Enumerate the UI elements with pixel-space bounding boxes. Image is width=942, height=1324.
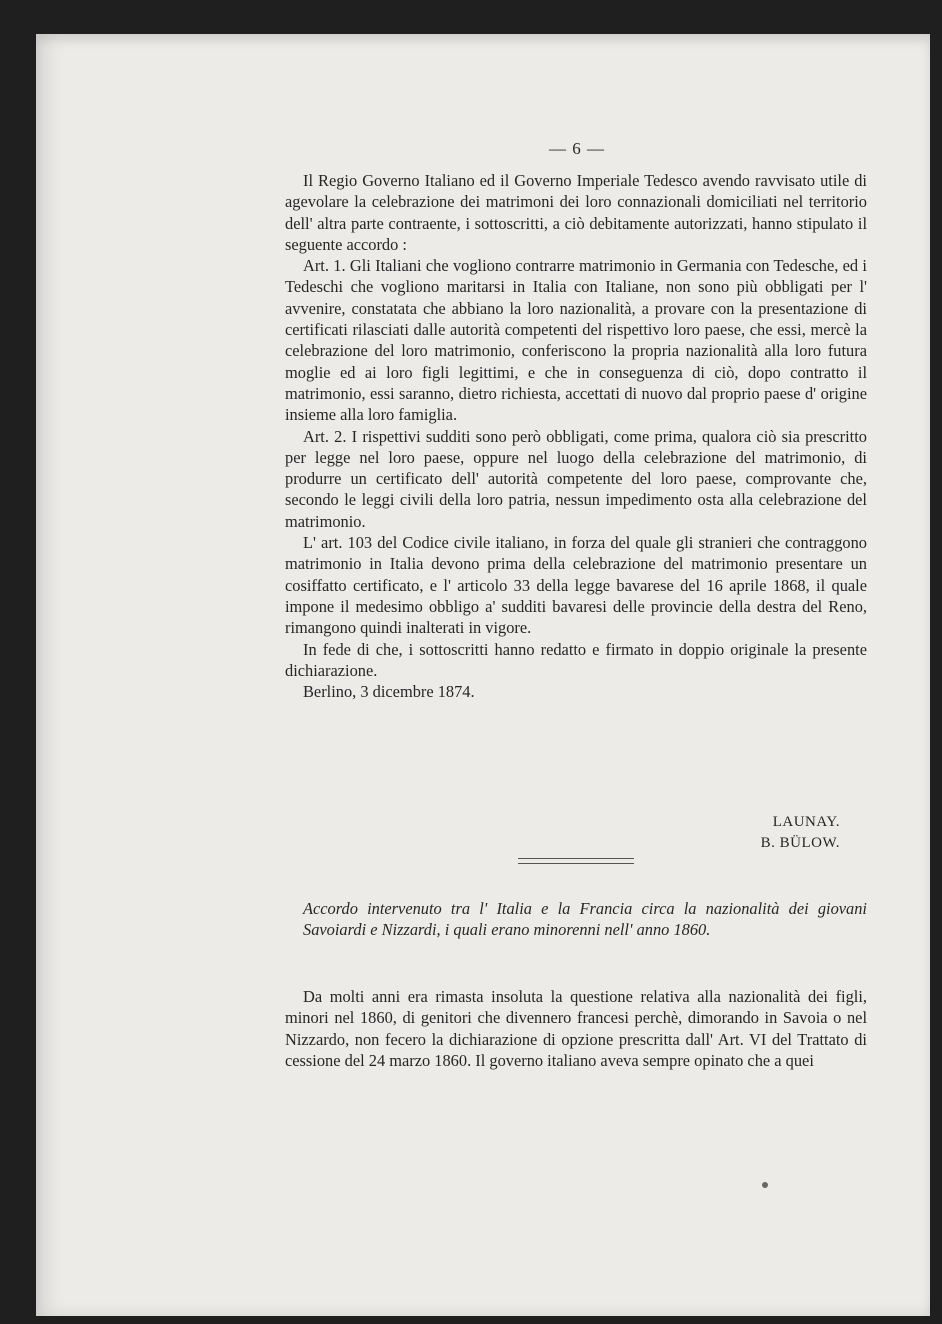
page-number: — 6 —: [549, 139, 605, 158]
section-text: [285, 986, 867, 1071]
paragraph-article-103: L' art. 103 del Codice civile italiano, in forza del quale gli stranieri che contraggono matrimonio in Italia devono prima della celebrazione del matrimonio presentare un cosiffatto certificato, e l' articolo 33 della legge bavarese del 16 aprile 1868, il quale impone il medesimo obbligo a' sudditi bavaresi delle provincie della destra del Reno, rimangono quindi inalterati in vigore.: [285, 533, 867, 638]
paragraph-date: Berlino, 3 dicembre 1874.: [303, 682, 475, 702]
section-divider: [518, 858, 634, 864]
paragraph-closing: In fede di che, i sottoscritti hanno redatto e firmato in doppio originale la presente dichiarazione.: [285, 639, 867, 680]
ink-spot: [762, 1182, 768, 1188]
signature-launay: LAUNAY.: [772, 814, 840, 830]
agreement-text: [285, 170, 867, 702]
paragraph-preamble: Il Regio Governo Italiano ed il Governo Imperiale Tedesco avendo ravvisato utile di agevolare la celebrazione dei matrimoni dei loro connazionali domiciliati nel territorio dell' altra parte contraente, i sottoscritti, a ciò debitamente autorizzati, hanno stipulato il seguente accordo :: [285, 171, 867, 254]
paragraph-article-1: Art. 1. Gli Italiani che vogliono contrarre matrimonio in Germania con Tedesche, ed i Tedeschi che vogliono maritarsi in Italia con Italiane, non sono più obbligati per l' avvenire, constatata che abbiano la loro nazionalità, a provare con la presentazione di certificati rilasciati dalle autorità competenti del rispettivo loro paese, che essi, mercè la celebrazione del loro matrimonio, conferiscono la propria nazionalità alla loro futura moglie ed ai loro figli legittimi, e che in conseguenza di ciò, dopo contratto il matrimonio, essi saranno, dietro richiesta, accettati di nuovo dal proprio paese d' origine insieme alla loro famiglia.: [285, 256, 867, 425]
section-title: [285, 898, 867, 941]
paragraph-section-1: Da molti anni era rimasta insoluta la questione relativa alla nazionalità dei figli, minori nel 1860, di genitori che divennero francesi perchè, dimorando in Savoia o nel Nizzardo, non fecero la dichiarazione di opzione prescritta dall' Art. VI del Trattato di cessione del 24 marzo 1860. Il governo italiano aveva sempre opinato che a quei: [285, 987, 867, 1070]
signature-bulow: B. BÜLOW.: [760, 835, 840, 851]
paragraph-article-2: Art. 2. I rispettivi sudditi sono però obbligati, come prima, qualora ciò sia prescritto per legge nel loro paese, oppure nel luogo della celebrazione del matrimonio, di produrre un certificato dell' autorità competente del loro paese, comprovante che, secondo le leggi civili della loro patria, nessun impedimento osta alla celebrazione del matrimonio.: [285, 426, 867, 531]
section-title-text: Accordo intervenuto tra l' Italia e la Francia circa la nazionalità dei giovani Savoiardi e Nizzardi, i quali erano minorenni nell' anno 1860.: [303, 899, 867, 940]
